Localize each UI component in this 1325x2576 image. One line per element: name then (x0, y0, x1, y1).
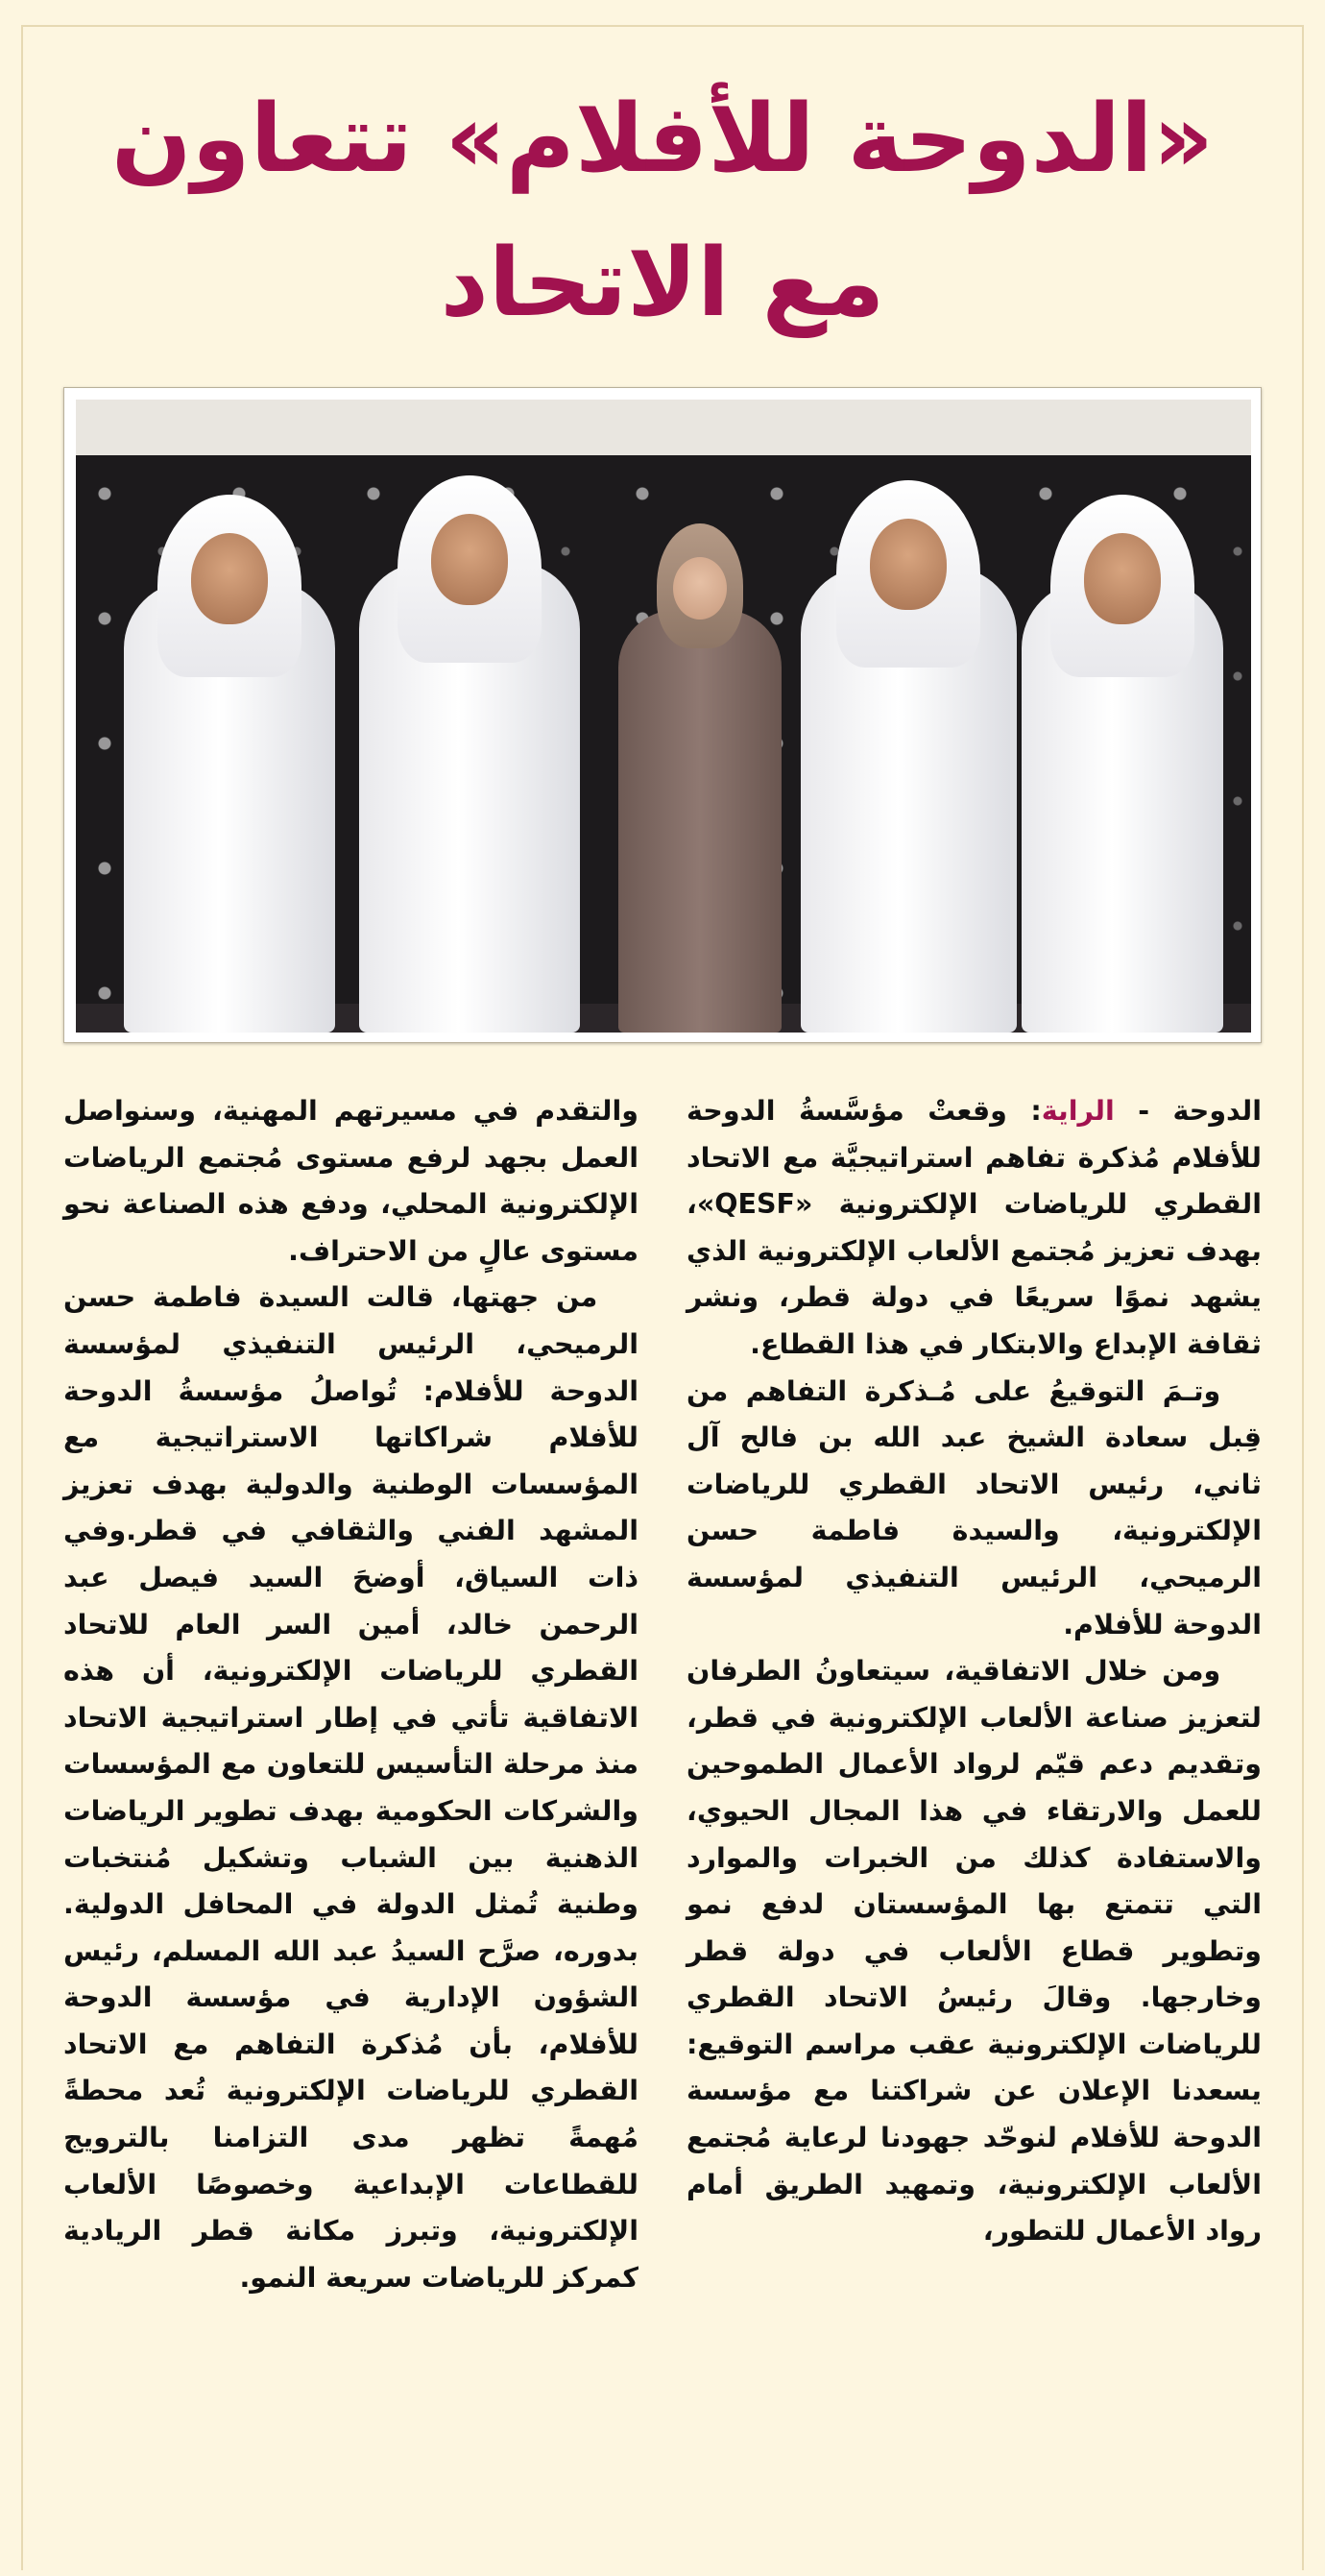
headline-line-1: «الدوحة للأفلام» تتعاون مع الاتحاد (111, 85, 1214, 338)
article-paragraph-2: وتـمَ التوقيعُ على مُـذكرة التفاهم من قِبل سعادة الشيخ عبد الله بن فالح آل ثاني، رئيس الاتحاد القطري للرياضات الإلكترونية، والسيدة فاطمة حسن الرميحي، الرئيس التنفيذي لمؤسسة الدوحة للأفلام. (687, 1374, 1262, 1640)
dateline-separator: : (1006, 1095, 1042, 1127)
photo-person-2 (359, 475, 580, 1033)
article-body (63, 1088, 1262, 2567)
paragraph-1-text: وقعتْ مؤسَّسةُ الدوحة للأفلام مُذكرة تفاهم استراتيجيَّة مع الاتحاد القطري للرياضات الإلكترونية «QESF»، بهدف تعزيز مُجتمع الألعاب الإلكترونية الذي يشهد نموًا سريعًا في دولة قطر، ونشر ثقافة الإبداع والابتكار في هذا القطاع. (687, 1095, 1262, 1360)
article-paragraph-1 (687, 1088, 1262, 1369)
dateline-place: الدوحة - (1114, 1095, 1262, 1127)
photo-ceiling (76, 400, 1251, 455)
photo-person-4 (801, 480, 1017, 1033)
article-paragraph-4: والتقدم في مسيرتهم المهنية، وسنواصل العمل بجهد لرفع مستوى مُجتمع الرياضات الإلكترونية المحلي، ودفع هذه الصناعة نحو مستوى عالٍ من الاحتراف. (63, 1095, 638, 1267)
photo-scene (76, 400, 1251, 1033)
article-column-2 (63, 1088, 638, 2567)
article-paragraph-5: من جهتها، قالت السيدة فاطمة حسن الرميحي، الرئيس التنفيذي لمؤسسة الدوحة للأفلام: تُواصلُ مؤسسةُ الدوحة للأفلام شراكاتها الاستراتيجية مع المؤسسات الوطنية والدولية بهدف تعزيز المشهد الفني والثقافي في قطر.وفي ذات السياق، أوضحَ السيد فيصل عبد الرحمن خالد، أمين السر العام للاتحاد القطري للرياضات الإلكترونية، أن هذه الاتفاقية تأتي في إطار استراتيجية الاتحاد منذ مرحلة التأسيس للتعاون مع المؤسسات والشركات الحكومية بهدف تطوير الرياضات الذهنية بين الشباب وتشكيل مُنتخبات وطنية تُمثل الدولة في المحافل الدولية. بدوره، صرَّح السيدُ عبد الله المسلم، رئيس الشؤون الإدارية في مؤسسة الدوحة للأفلام، بأن مُذكرة التفاهم مع الاتحاد القطري للرياضات الإلكترونية تُعد محطةً مُهمةً تظهر مدى التزامنا بالترويج للقطاعات الإبداعية وخصوصًا الألعاب الإلكترونية، وتبرز مكانة قطر الريادية كمركز للرياضات سريعة النمو. (63, 1281, 638, 2294)
dateline-source: الراية (1041, 1095, 1115, 1127)
article-column-1 (687, 1088, 1262, 2567)
article-paragraph-3: ومن خلال الاتفاقية، سيتعاونُ الطرفان لتعزيز صناعة الألعاب الإلكترونية في قطر، وتقديم دعم قيّم لرواد الأعمال الطموحين للعمل والارتقاء في هذا المجال الحيوي، والاستفادة كذلك من الخبرات والموارد التي تتمتع بها المؤسستان لدفع نمو وتطوير قطاع الألعاب في دولة قطر وخارجها. وقالَ رئيسُ الاتحاد القطري للرياضات الإلكترونية عقب مراسم التوقيع: يسعدنا الإعلان عن شراكتنا مع مؤسسة الدوحة للأفلام لنوحّد جهودنا لرعاية مُجتمع الألعاب الإلكترونية، وتمهيد الطريق أمام رواد الأعمال للتطور، (687, 1655, 1262, 2248)
article-photo (63, 387, 1262, 1043)
photo-person-5 (1022, 495, 1223, 1033)
photo-person-3 (618, 523, 782, 1033)
photo-person-1 (124, 495, 335, 1033)
